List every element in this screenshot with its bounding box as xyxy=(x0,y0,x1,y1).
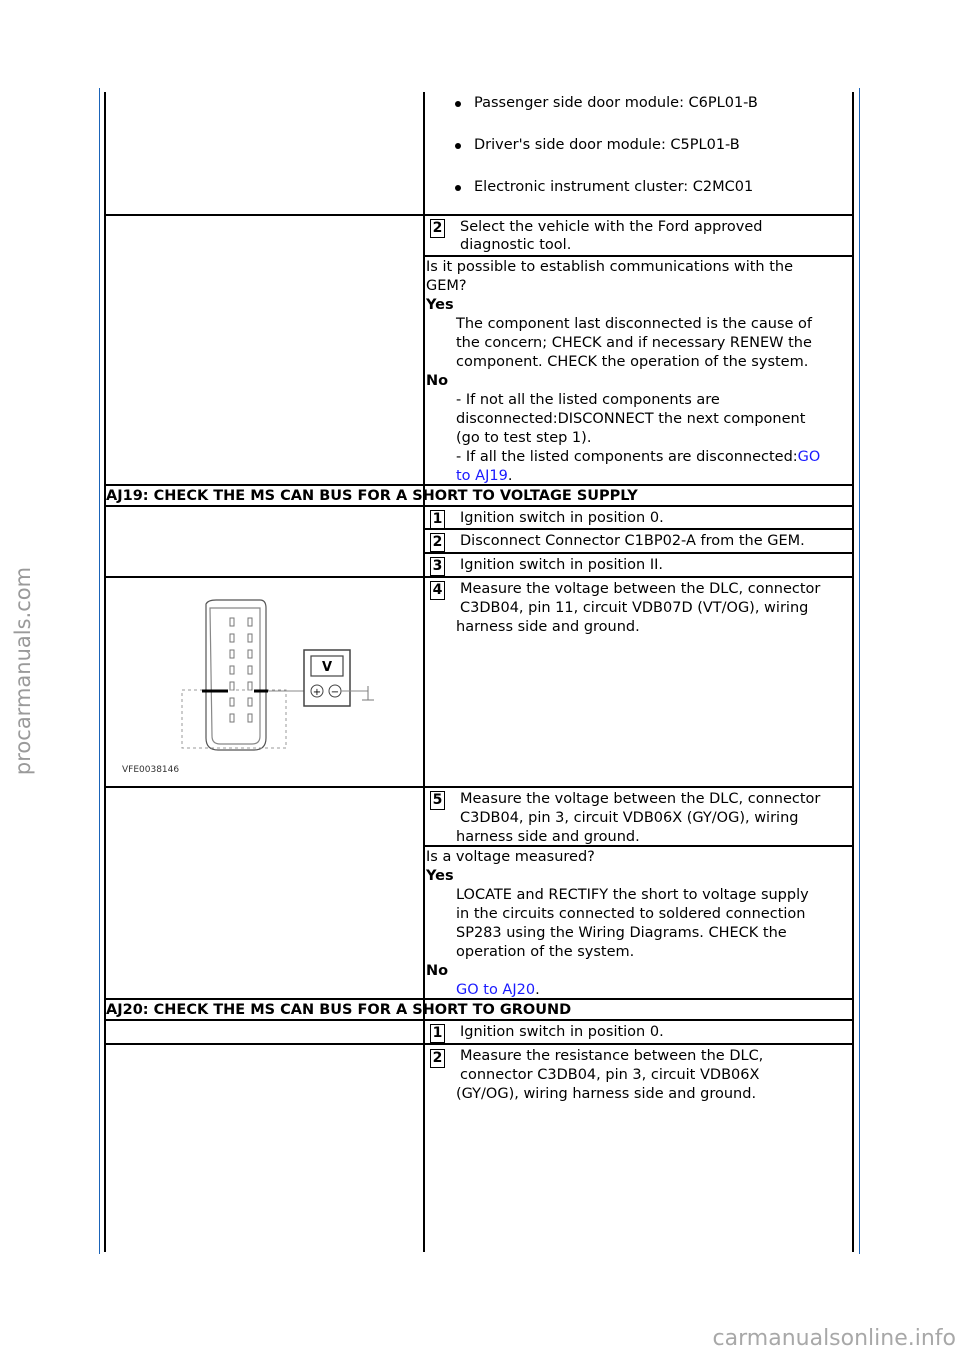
connector-pins xyxy=(230,618,252,722)
row-divider xyxy=(423,528,854,530)
goto-aj19-link[interactable]: GO xyxy=(797,449,821,465)
question-text: Is a voltage measured? xyxy=(426,849,595,865)
row-divider xyxy=(104,576,854,578)
step-number: 3 xyxy=(430,557,445,576)
row-divider xyxy=(104,1043,854,1045)
no-text: - If not all the listed components are xyxy=(456,392,720,408)
bullet-item: Driver's side door module: C5PL01-B xyxy=(474,137,740,153)
section-heading-aj20: AJ20: CHECK THE MS CAN BUS FOR A SHORT TO GROUND xyxy=(106,1002,572,1018)
step-text: harness side and ground. xyxy=(456,619,640,635)
no-label: No xyxy=(426,373,449,389)
row-divider xyxy=(104,786,854,788)
dlc-voltage-diagram xyxy=(110,590,410,780)
bullet-icon xyxy=(455,185,461,191)
ground-icon xyxy=(362,686,374,700)
question-text: Is it possible to establish communications with the xyxy=(426,259,794,275)
step-number: 1 xyxy=(430,1024,445,1043)
step-number: 5 xyxy=(430,791,445,810)
meter-minus: − xyxy=(330,687,340,698)
yes-text: the concern; CHECK and if necessary RENEW the xyxy=(456,335,812,351)
dlc-connector xyxy=(206,600,266,750)
step-text: connector C3DB04, pin 3, circuit VDB06X xyxy=(460,1067,760,1083)
yes-text: operation of the system. xyxy=(456,944,635,960)
step-text: Measure the resistance between the DLC, xyxy=(460,1048,764,1064)
yes-label: Yes xyxy=(426,297,454,313)
step-text: harness side and ground. xyxy=(456,829,640,845)
no-label: No xyxy=(426,963,449,979)
bullet-icon xyxy=(455,143,461,149)
yes-text: in the circuits connected to soldered connection xyxy=(456,906,806,922)
period: . xyxy=(535,982,540,998)
section-heading-aj19: AJ19: CHECK THE MS CAN BUS FOR A SHORT TO VOLTAGE SUPPLY xyxy=(106,488,638,504)
step-text: Ignition switch in position 0. xyxy=(460,510,664,526)
step-text: Ignition switch in position II. xyxy=(460,557,664,573)
table-column-divider xyxy=(423,92,425,1252)
step-text: diagnostic tool. xyxy=(460,237,572,253)
figure-caption: VFE0038146 xyxy=(122,765,180,775)
goto-aj20-link[interactable]: GO to AJ20 xyxy=(456,982,536,998)
yes-label: Yes xyxy=(426,868,454,884)
bullet-icon xyxy=(455,101,461,107)
step-text: (GY/OG), wiring harness side and ground. xyxy=(456,1086,757,1102)
step-number: 2 xyxy=(430,1049,445,1068)
right-page-border xyxy=(859,88,860,1254)
yes-text: component. CHECK the operation of the system. xyxy=(456,354,809,370)
bullet-item: Passenger side door module: C6PL01-B xyxy=(474,95,758,111)
row-divider xyxy=(423,552,854,554)
step-number: 4 xyxy=(430,581,445,600)
voltmeter-icon xyxy=(304,650,350,706)
table-left-border xyxy=(104,92,106,1252)
yes-text: SP283 using the Wiring Diagrams. CHECK the xyxy=(456,925,787,941)
row-divider xyxy=(423,255,854,257)
step-text: C3DB04, pin 3, circuit VDB06X (GY/OG), wiring xyxy=(460,810,799,826)
side-watermark: procarmanuals.com xyxy=(11,566,35,776)
period: . xyxy=(507,468,513,484)
no-text: (go to test step 1). xyxy=(456,430,592,446)
step-number: 1 xyxy=(430,510,445,529)
step-text: Select the vehicle with the Ford approved xyxy=(460,219,763,235)
no-text: disconnected:DISCONNECT the next component xyxy=(456,411,806,427)
yes-text: The component last disconnected is the cause of xyxy=(456,316,813,332)
step-text: Measure the voltage between the DLC, connector xyxy=(460,581,821,597)
row-divider xyxy=(104,1019,854,1021)
no-text-line xyxy=(456,448,820,467)
step-text: Measure the voltage between the DLC, connector xyxy=(460,791,821,807)
step-text: C3DB04, pin 11, circuit VDB07D (VT/OG), wiring xyxy=(460,600,809,616)
no-text-line xyxy=(456,467,512,486)
step-number: 2 xyxy=(430,533,445,552)
row-divider xyxy=(104,505,854,507)
meter-label: V xyxy=(321,660,333,675)
step-number: 2 xyxy=(430,219,445,238)
goto-aj19-link[interactable]: to AJ19 xyxy=(456,468,508,484)
step-text: Ignition switch in position 0. xyxy=(460,1024,664,1040)
question-text: GEM? xyxy=(426,278,467,294)
yes-text: LOCATE and RECTIFY the short to voltage supply xyxy=(456,887,809,903)
meter-plus: + xyxy=(312,687,322,698)
row-divider xyxy=(104,214,854,216)
no-text: - If all the listed components are disconnected: xyxy=(456,449,798,465)
table-right-border xyxy=(852,92,854,1252)
step-text: Disconnect Connector C1BP02-A from the GEM. xyxy=(460,533,805,549)
bottom-watermark: carmanualsonline.info xyxy=(712,1326,956,1351)
left-page-border xyxy=(99,88,100,1254)
bullet-item: Electronic instrument cluster: C2MC01 xyxy=(474,179,754,195)
no-text-line xyxy=(456,981,540,1000)
